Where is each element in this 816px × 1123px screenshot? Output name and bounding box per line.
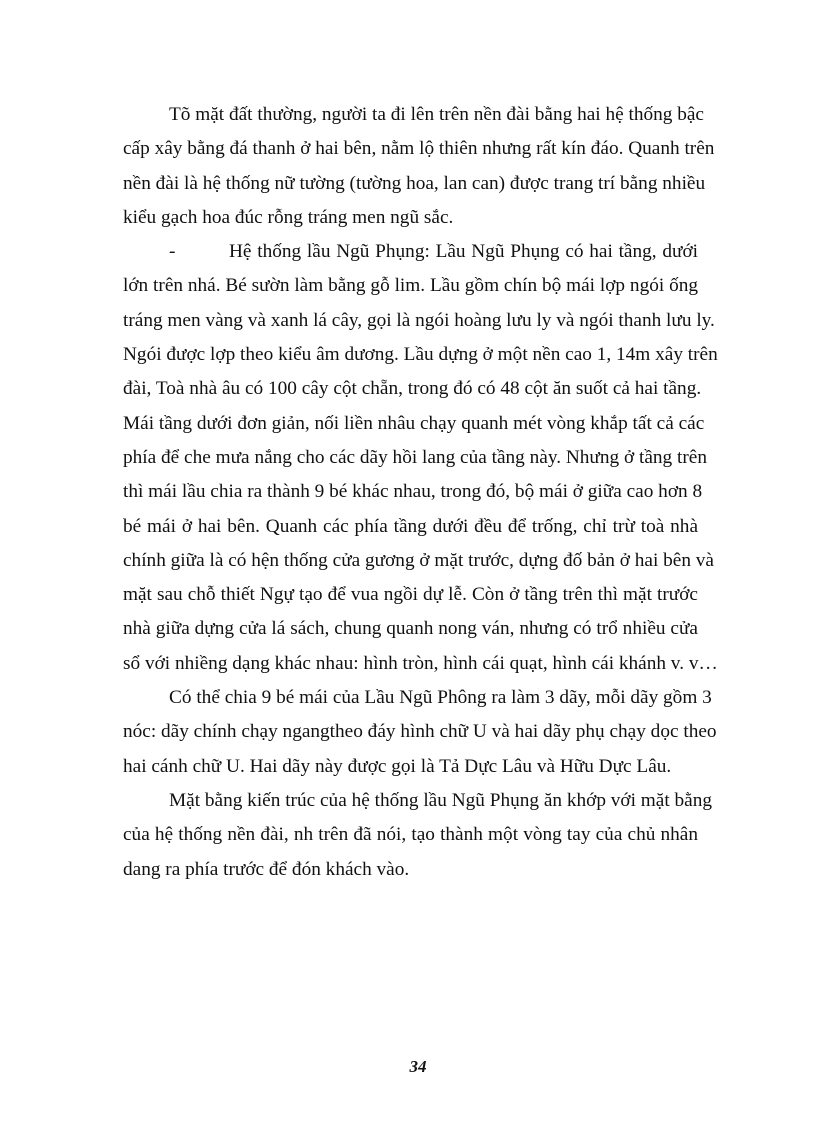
paragraph-line: sổ với nhiềng dạng khác nhau: hình tròn, hình cái quạt, hình cái khánh v. v… (123, 652, 718, 674)
paragraph-line: nóc: dãy chính chạy ngangtheo đáy hình chữ U và hai dãy phụ chạy dọc theo (123, 721, 717, 743)
paragraph-line: phía để che mưa nắng cho các dãy hồi lang của tầng này. Nhưng ở tầng trên (123, 446, 707, 468)
page-number: 34 (409, 1057, 427, 1076)
paragraph-line: tráng men vàng và xanh lá cây, gọi là ngói hoàng lưu ly và ngói thanh lưu ly. (123, 309, 715, 331)
paragraph-line: Ngói được lợp theo kiểu âm dương. Lầu dựng ở một nền cao 1, 14m xây trên (123, 344, 718, 366)
paragraph-line: bé mái ở hai bên. Quanh các phía tầng dưới đều để trống, chỉ trừ toà nhà (123, 515, 698, 537)
paragraph-line: kiểu gạch hoa đúc rỗng tráng men ngũ sắc. (123, 206, 454, 228)
paragraph-line: mặt sau chỗ thiết Ngự tạo để vua ngồi dự lễ. Còn ở tầng trên thì mặt trước (123, 584, 698, 606)
paragraph-line: Mái tầng dưới đơn giản, nối liền nhâu chạy quanh mét vòng khắp tất cả các (123, 412, 705, 434)
paragraph-line: dang ra phía trước để đón khách vào. (123, 858, 410, 880)
paragraph-line: thì mái lầu chia ra thành 9 bé khác nhau, trong đó, bộ mái ở giữa cao hơn 8 (123, 481, 703, 503)
paragraph-2 (123, 235, 718, 681)
paragraph-line: chính giữa là có hện thống cửa gương ở mặt trước, dựng đố bản ở hai bên và (123, 549, 714, 571)
list-item-first-line (123, 235, 698, 269)
paragraph-line: lớn trên nhá. Bé sườn làm bằng gỗ lim. Lầu gồm chín bộ mái lợp ngói ống (123, 275, 698, 297)
paragraph-line: đài, Toà nhà âu có 100 cây cột chẵn, trong đó có 48 cột ăn suốt cả hai tầng. (123, 378, 702, 400)
paragraph-1 (123, 98, 715, 235)
paragraph-line: Có thể chia 9 bé mái của Lầu Ngũ Phông ra làm 3 dãy, mỗi dãy gồm 3 (169, 687, 712, 709)
list-dash: - (169, 241, 176, 263)
paragraph-line: cấp xây bằng đá thanh ở hai bên, nằm lộ thiên nhưng rất kín đáo. Quanh trên (123, 138, 715, 160)
paragraph-line: hai cánh chữ U. Hai dãy này được gọi là Tả Dực Lâu và Hữu Dực Lâu. (123, 755, 672, 777)
paragraph-3 (123, 681, 717, 784)
paragraph-line: Hệ thống lầu Ngũ Phụng: Lầu Ngũ Phụng có hai tầng, dưới (229, 241, 698, 263)
paragraph-line: của hệ thống nền đài, nh trên đã nói, tạo thành một vòng tay của chủ nhân (123, 824, 698, 846)
body-text (123, 98, 718, 887)
paragraph-line: Mặt bằng kiến trúc của hệ thống lầu Ngũ Phụng ăn khớp với mặt bằng (169, 789, 713, 811)
paragraph-line: Tõ mặt đất thường, người ta đi lên trên nền đài bằng hai hệ thống bậc (169, 104, 704, 125)
paragraph-4 (123, 784, 713, 887)
paragraph-line: nhà giữa dựng cửa lá sách, chung quanh nong ván, nhưng có trổ nhiều cửa (123, 618, 698, 640)
paragraph-line: nền đài là hệ thống nữ tường (tường hoa, lan can) được trang trí bằng nhiều (123, 172, 706, 194)
